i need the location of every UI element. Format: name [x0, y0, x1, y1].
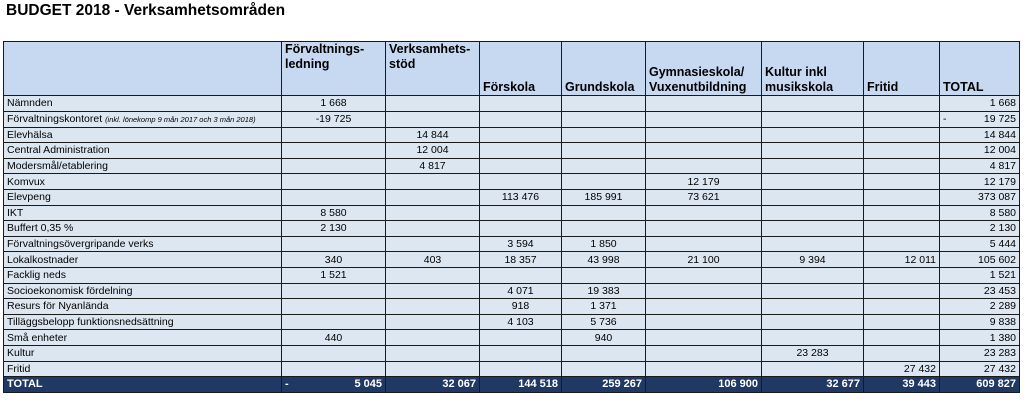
cell-gymnasieskola: [646, 158, 762, 174]
cell-grundskola: [562, 143, 646, 159]
cell-fritid: [864, 174, 940, 190]
row-label: Förvaltningskontoret (inkl. lönekomp 9 mån 2017 och 3 mån 2018): [4, 111, 282, 127]
cell-forvaltningsledning: [282, 236, 386, 252]
cell-grundskola: [562, 96, 646, 112]
total-kultur: 32 677: [762, 377, 864, 393]
cell-fritid: [864, 205, 940, 221]
cell-fritid: [864, 299, 940, 315]
cell-fritid: [864, 267, 940, 283]
cell-verksamhetsstod: [386, 314, 480, 330]
cell-forskola: 113 476: [480, 189, 562, 205]
cell-verksamhetsstod: [386, 189, 480, 205]
cell-grundskola: 940: [562, 330, 646, 346]
cell-kultur: [762, 361, 864, 377]
cell-grundskola: 5 736: [562, 314, 646, 330]
cell-fritid: [864, 283, 940, 299]
cell-grundskola: 1 850: [562, 236, 646, 252]
cell-gymnasieskola: 73 621: [646, 189, 762, 205]
cell-fritid: [864, 330, 940, 346]
cell-grundskola: [562, 345, 646, 361]
row-label: Central Administration: [4, 143, 282, 159]
cell-gymnasieskola: [646, 111, 762, 127]
cell-forvaltningsledning: 2 130: [282, 221, 386, 237]
cell-fritid: [864, 96, 940, 112]
cell-verksamhetsstod: [386, 174, 480, 190]
cell-kultur: [762, 330, 864, 346]
cell-total: 23 283: [940, 345, 1020, 361]
cell-gymnasieskola: [646, 267, 762, 283]
cell-forvaltningsledning: [282, 127, 386, 143]
cell-fritid: [864, 221, 940, 237]
cell-forskola: 918: [480, 299, 562, 315]
cell-forvaltningsledning: [282, 158, 386, 174]
row-label: IKT: [4, 205, 282, 221]
cell-forskola: [480, 174, 562, 190]
table-row: [4, 236, 1020, 252]
cell-forvaltningsledning: 8 580: [282, 205, 386, 221]
cell-forskola: [480, 143, 562, 159]
cell-grundskola: [562, 361, 646, 377]
table-row: [4, 127, 1020, 143]
header-fritid: Fritid: [864, 42, 940, 96]
cell-forvaltningsledning: 1 521: [282, 267, 386, 283]
cell-kultur: [762, 236, 864, 252]
cell-forvaltningsledning: [282, 299, 386, 315]
cell-gymnasieskola: [646, 299, 762, 315]
cell-gymnasieskola: [646, 127, 762, 143]
cell-kultur: [762, 158, 864, 174]
cell-total: 1 521: [940, 267, 1020, 283]
cell-forvaltningsledning: [282, 345, 386, 361]
row-label: Elevpeng: [4, 189, 282, 205]
header-row: [4, 42, 1020, 96]
cell-total: 23 453: [940, 283, 1020, 299]
cell-kultur: [762, 189, 864, 205]
cell-verksamhetsstod: [386, 345, 480, 361]
cell-forskola: 18 357: [480, 252, 562, 268]
row-label: Små enheter: [4, 330, 282, 346]
cell-fritid: [864, 111, 940, 127]
row-label: Socioekonomisk fördelning: [4, 283, 282, 299]
row-label: Resurs för Nyanlända: [4, 299, 282, 315]
page-title: BUDGET 2018 - Verksamhetsområden: [6, 2, 286, 19]
cell-kultur: [762, 111, 864, 127]
cell-total: 12 179: [940, 174, 1020, 190]
table-row: [4, 174, 1020, 190]
cell-forskola: [480, 205, 562, 221]
header-kultur: Kultur inkl musikskola: [762, 42, 864, 96]
cell-grundskola: [562, 267, 646, 283]
row-label: Buffert 0,35 %: [4, 221, 282, 237]
cell-fritid: [864, 143, 940, 159]
table-row: [4, 205, 1020, 221]
cell-verksamhetsstod: [386, 267, 480, 283]
cell-gymnasieskola: [646, 330, 762, 346]
row-label: Nämnden: [4, 96, 282, 112]
cell-total: 1 668: [940, 96, 1020, 112]
cell-fritid: [864, 236, 940, 252]
cell-gymnasieskola: [646, 345, 762, 361]
cell-fritid: [864, 314, 940, 330]
cell-forskola: [480, 330, 562, 346]
header-verksamhetsstod: Verksamhets- stöd: [386, 42, 480, 96]
cell-gymnasieskola: [646, 96, 762, 112]
table-row: [4, 96, 1020, 112]
table-row: [4, 267, 1020, 283]
cell-fritid: 12 011: [864, 252, 940, 268]
cell-forvaltningsledning: [282, 361, 386, 377]
cell-grundskola: 185 991: [562, 189, 646, 205]
cell-forvaltningsledning: [282, 189, 386, 205]
cell-kultur: [762, 283, 864, 299]
cell-total: 4 817: [940, 158, 1020, 174]
cell-gymnasieskola: 21 100: [646, 252, 762, 268]
table-row: [4, 158, 1020, 174]
cell-gymnasieskola: [646, 143, 762, 159]
cell-grundskola: [562, 205, 646, 221]
header-forskola: Förskola: [480, 42, 562, 96]
header-gymnasieskola: Gymnasieskola/ Vuxenutbildning: [646, 42, 762, 96]
cell-verksamhetsstod: [386, 111, 480, 127]
cell-verksamhetsstod: 14 844: [386, 127, 480, 143]
cell-verksamhetsstod: [386, 221, 480, 237]
total-grundskola: 259 267: [562, 377, 646, 393]
cell-kultur: 9 394: [762, 252, 864, 268]
cell-verksamhetsstod: [386, 330, 480, 346]
cell-kultur: [762, 221, 864, 237]
header-forvaltningsledning: Förvaltnings- ledning: [282, 42, 386, 96]
budget-table: [3, 41, 1020, 393]
table-row: [4, 143, 1020, 159]
cell-grundskola: 1 371: [562, 299, 646, 315]
cell-forvaltningsledning: [282, 314, 386, 330]
table-row: [4, 299, 1020, 315]
cell-grundskola: [562, 158, 646, 174]
cell-total: 5 444: [940, 236, 1020, 252]
cell-gymnasieskola: [646, 361, 762, 377]
table-row: [4, 252, 1020, 268]
row-label: Förvaltningsövergripande verks: [4, 236, 282, 252]
cell-verksamhetsstod: [386, 205, 480, 221]
cell-fritid: [864, 158, 940, 174]
cell-forvaltningsledning: 1 668: [282, 96, 386, 112]
cell-gymnasieskola: [646, 314, 762, 330]
cell-grundskola: [562, 174, 646, 190]
row-label: Kultur: [4, 345, 282, 361]
total-label: TOTAL: [4, 377, 282, 393]
cell-gymnasieskola: 12 179: [646, 174, 762, 190]
cell-forvaltningsledning: -19 725: [282, 111, 386, 127]
cell-forvaltningsledning: 440: [282, 330, 386, 346]
cell-forskola: [480, 221, 562, 237]
cell-verksamhetsstod: [386, 96, 480, 112]
header-total: TOTAL: [940, 42, 1020, 96]
cell-total: 105 602: [940, 252, 1020, 268]
cell-kultur: [762, 205, 864, 221]
cell-forskola: [480, 267, 562, 283]
cell-total: 12 004: [940, 143, 1020, 159]
cell-forskola: 3 594: [480, 236, 562, 252]
cell-fritid: [864, 345, 940, 361]
table-row: [4, 221, 1020, 237]
cell-kultur: [762, 143, 864, 159]
row-label: Tilläggsbelopp funktionsnedsättning: [4, 314, 282, 330]
cell-verksamhetsstod: 4 817: [386, 158, 480, 174]
cell-forskola: [480, 361, 562, 377]
cell-total: 1 380: [940, 330, 1020, 346]
total-forskola: 144 518: [480, 377, 562, 393]
cell-forskola: [480, 345, 562, 361]
cell-total: 9 838: [940, 314, 1020, 330]
cell-verksamhetsstod: [386, 283, 480, 299]
cell-forskola: [480, 111, 562, 127]
table-row: [4, 314, 1020, 330]
cell-forskola: 4 071: [480, 283, 562, 299]
cell-verksamhetsstod: 403: [386, 252, 480, 268]
cell-kultur: [762, 299, 864, 315]
row-label: Komvux: [4, 174, 282, 190]
cell-forskola: 4 103: [480, 314, 562, 330]
cell-kultur: 23 283: [762, 345, 864, 361]
row-label: Lokalkostnader: [4, 252, 282, 268]
cell-forvaltningsledning: [282, 283, 386, 299]
row-note: (inkl. lönekomp 9 mån 2017 och 3 mån 2018): [105, 114, 256, 124]
table-row: [4, 283, 1020, 299]
cell-gymnasieskola: [646, 283, 762, 299]
cell-kultur: [762, 267, 864, 283]
cell-forskola: [480, 158, 562, 174]
total-total: 609 827: [940, 377, 1020, 393]
cell-grundskola: [562, 111, 646, 127]
row-label: Facklig neds: [4, 267, 282, 283]
cell-grundskola: [562, 221, 646, 237]
cell-total: 373 087: [940, 189, 1020, 205]
total-verksamhetsstod: 32 067: [386, 377, 480, 393]
row-label: Elevhälsa: [4, 127, 282, 143]
cell-kultur: [762, 174, 864, 190]
cell-grundskola: 19 383: [562, 283, 646, 299]
cell-fritid: 27 432: [864, 361, 940, 377]
cell-grundskola: [562, 127, 646, 143]
cell-verksamhetsstod: [386, 361, 480, 377]
cell-total: 27 432: [940, 361, 1020, 377]
header-label-column: [4, 42, 282, 96]
cell-forskola: [480, 96, 562, 112]
cell-kultur: [762, 96, 864, 112]
cell-total: 8 580: [940, 205, 1020, 221]
cell-forvaltningsledning: [282, 174, 386, 190]
cell-forvaltningsledning: 340: [282, 252, 386, 268]
cell-kultur: [762, 127, 864, 143]
cell-kultur: [762, 314, 864, 330]
cell-fritid: [864, 189, 940, 205]
cell-total: - 19 725: [940, 111, 1020, 127]
table-row: [4, 361, 1020, 377]
cell-verksamhetsstod: [386, 299, 480, 315]
cell-verksamhetsstod: [386, 236, 480, 252]
cell-total: 2 289: [940, 299, 1020, 315]
table-row: [4, 345, 1020, 361]
header-grundskola: Grundskola: [562, 42, 646, 96]
total-fritid: 39 443: [864, 377, 940, 393]
table-row: [4, 111, 1020, 127]
cell-grundskola: 43 998: [562, 252, 646, 268]
cell-gymnasieskola: [646, 221, 762, 237]
total-row: [4, 377, 1020, 393]
table-row: [4, 330, 1020, 346]
cell-verksamhetsstod: 12 004: [386, 143, 480, 159]
total-gymnasieskola: 106 900: [646, 377, 762, 393]
cell-total: 2 130: [940, 221, 1020, 237]
cell-fritid: [864, 127, 940, 143]
cell-forvaltningsledning: [282, 143, 386, 159]
row-label: Fritid: [4, 361, 282, 377]
cell-gymnasieskola: [646, 236, 762, 252]
total-forvaltningsledning: - 5 045: [282, 377, 386, 393]
cell-total: 14 844: [940, 127, 1020, 143]
cell-gymnasieskola: [646, 205, 762, 221]
row-label: Modersmål/etablering: [4, 158, 282, 174]
table-row: [4, 189, 1020, 205]
cell-forskola: [480, 127, 562, 143]
